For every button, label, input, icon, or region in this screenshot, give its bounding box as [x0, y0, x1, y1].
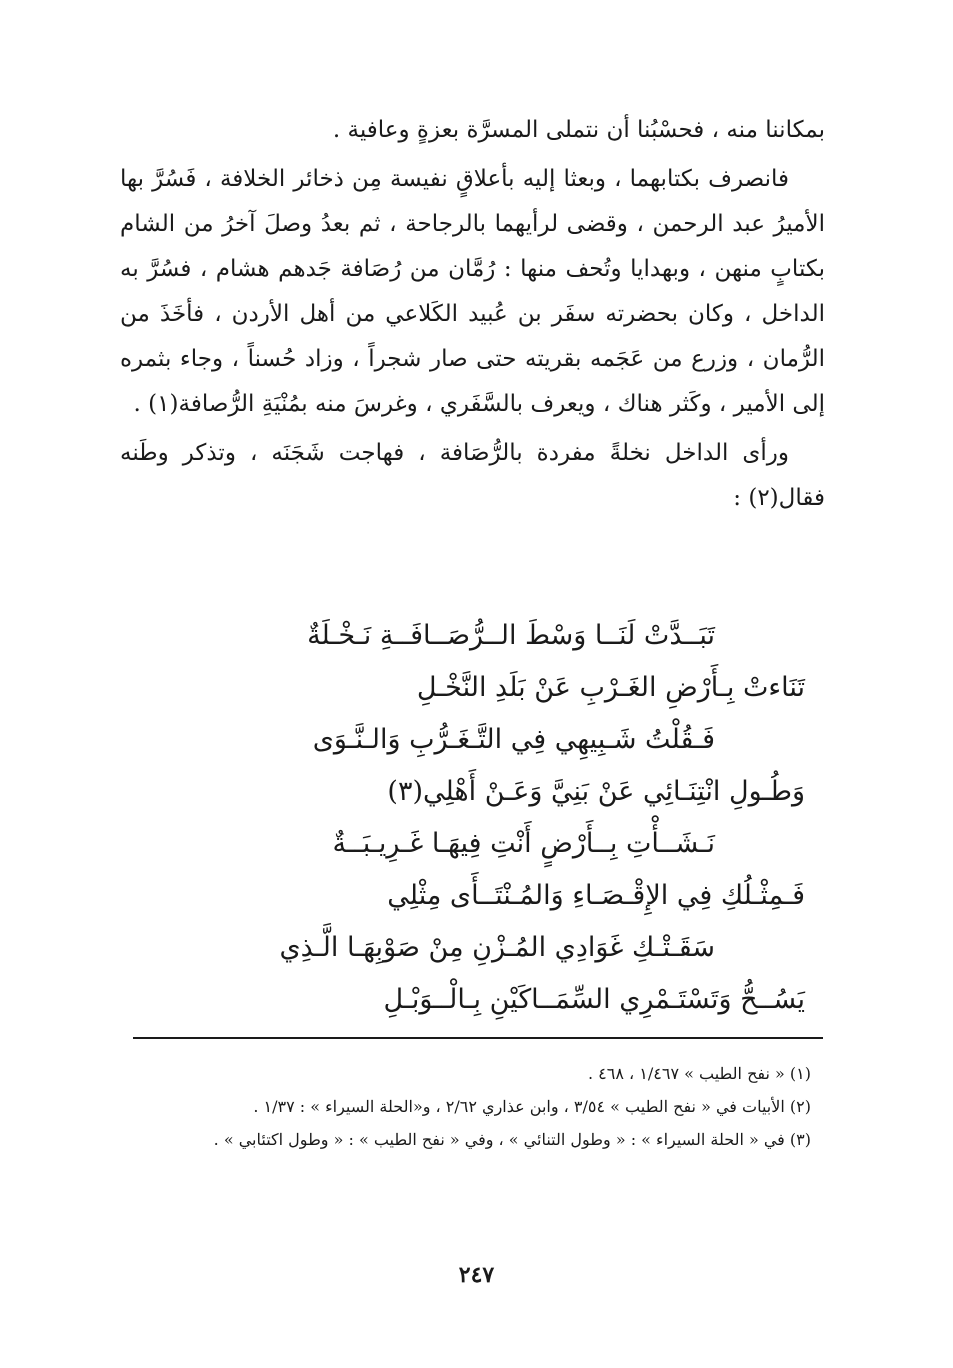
body-text	[120, 108, 825, 521]
paragraph-continuation: بمكاننا منه ، فحسْبُنا أن نتملى المسرَّة بعزةٍ وعافية .	[332, 117, 825, 143]
paragraph-palm: ورأى الداخل نخلةً مفردة بالرُّصَافة ، فهاجت شَجَنَه ، وتذكر وطَنه فقال(٢) :	[120, 440, 825, 511]
footnote-2: (٢) الأبيات في « نفح الطيب » ٣/٥٤ ، وابن عذاري ٢/٦٢ ، و«الحلة السيراء » : ١/٣٧ .	[253, 1097, 811, 1116]
footnotes	[120, 1058, 825, 1155]
verse-second-hemistich: وَطُـولِ انْتِنَـائِي عَنْ بَنِيَّ وَعَـنْ أَهْلِي(٣)	[387, 776, 805, 807]
verse-second-hemistich: تَنَاءتْ بِـأَرْضِ الغَـرْبِ عَنْ بَلَدِ النَّخْـلِ	[416, 672, 805, 703]
verse	[120, 712, 825, 816]
verse-second-hemistich: يَسُــحُّ وَتَسْتَـمْرِي السِّمَــاكَيْنِ بِـالْــوَبْـلِ	[383, 984, 805, 1015]
page-number: ٢٤٧	[458, 1262, 495, 1288]
verse-second-hemistich: فَـمِثْـلُكِ فِي الإِقْـصَـاءِ وَالمُـنْتَــأَى مِثْلِي	[387, 880, 805, 911]
footnote-1: (١) « نفح الطيب » ١/٤٦٧ ، ٤٦٨ .	[587, 1064, 811, 1083]
verse-first-hemistich: سَقَـتْـكِ غَوَادِي المُـزْنِ مِنْ صَوْبِهَـا الَّـذِي	[279, 932, 715, 963]
poem	[120, 608, 825, 1024]
verse-first-hemistich: تَبَــدَّتْ لَنَــا وَسْطَ الــرُّصَــافَــةِ نَـخْـلَةٌ	[307, 620, 715, 651]
verse-first-hemistich: نَـشَــأْتِ بِــأَرْضٍ أَنْتِ فِيهَـا غَـرِيـبَــةٌ	[332, 828, 715, 859]
verse	[120, 920, 825, 1024]
paragraph-gifts: فانصرف بكتابهما ، وبعثا إليه بأعلاقٍ نفيسة مِن ذخائر الخلافة ، فَسُرَّ بها الأميرُ عبد الرحمن ، وقضى لرأيهما بالرجاحة ، ثم بعدُ وصلَ آخرُ من الشام بكتابٍ منهن ، وبهدايا وتُحف منها : رُمَّان من رُصَافة جَدهم هشام ، فسُرَّ به الداخل ، وكان بحضرته سفَر بن عُبيد الكَلاعي من أهل الأردن ، فأخَذَ من الرُّمان ، وزرع من عَجَمه بقريته حتى صار شجراً ، وزاد حُسناً ، وجاء بثمره إلى الأمير ، وكَثر هناك ، ويعرف بالسَّفَري ، وغرسَ منه بمُنْيَةِ الرُّصافة(١) .	[120, 166, 825, 417]
verse	[120, 608, 825, 712]
verse-first-hemistich: فَـقُلْتُ شَـبِيهِي فِي التَّـغَـرُّبِ وَالـنَّـوَى	[312, 724, 715, 755]
footnote-separator	[133, 1037, 823, 1039]
footnote-3: (٣) في « الحلة السيراء » : « وطول التنائي » ، وفي « نفح الطيب » : « وطول اكتئابي » .	[213, 1130, 811, 1149]
verse	[120, 816, 825, 920]
